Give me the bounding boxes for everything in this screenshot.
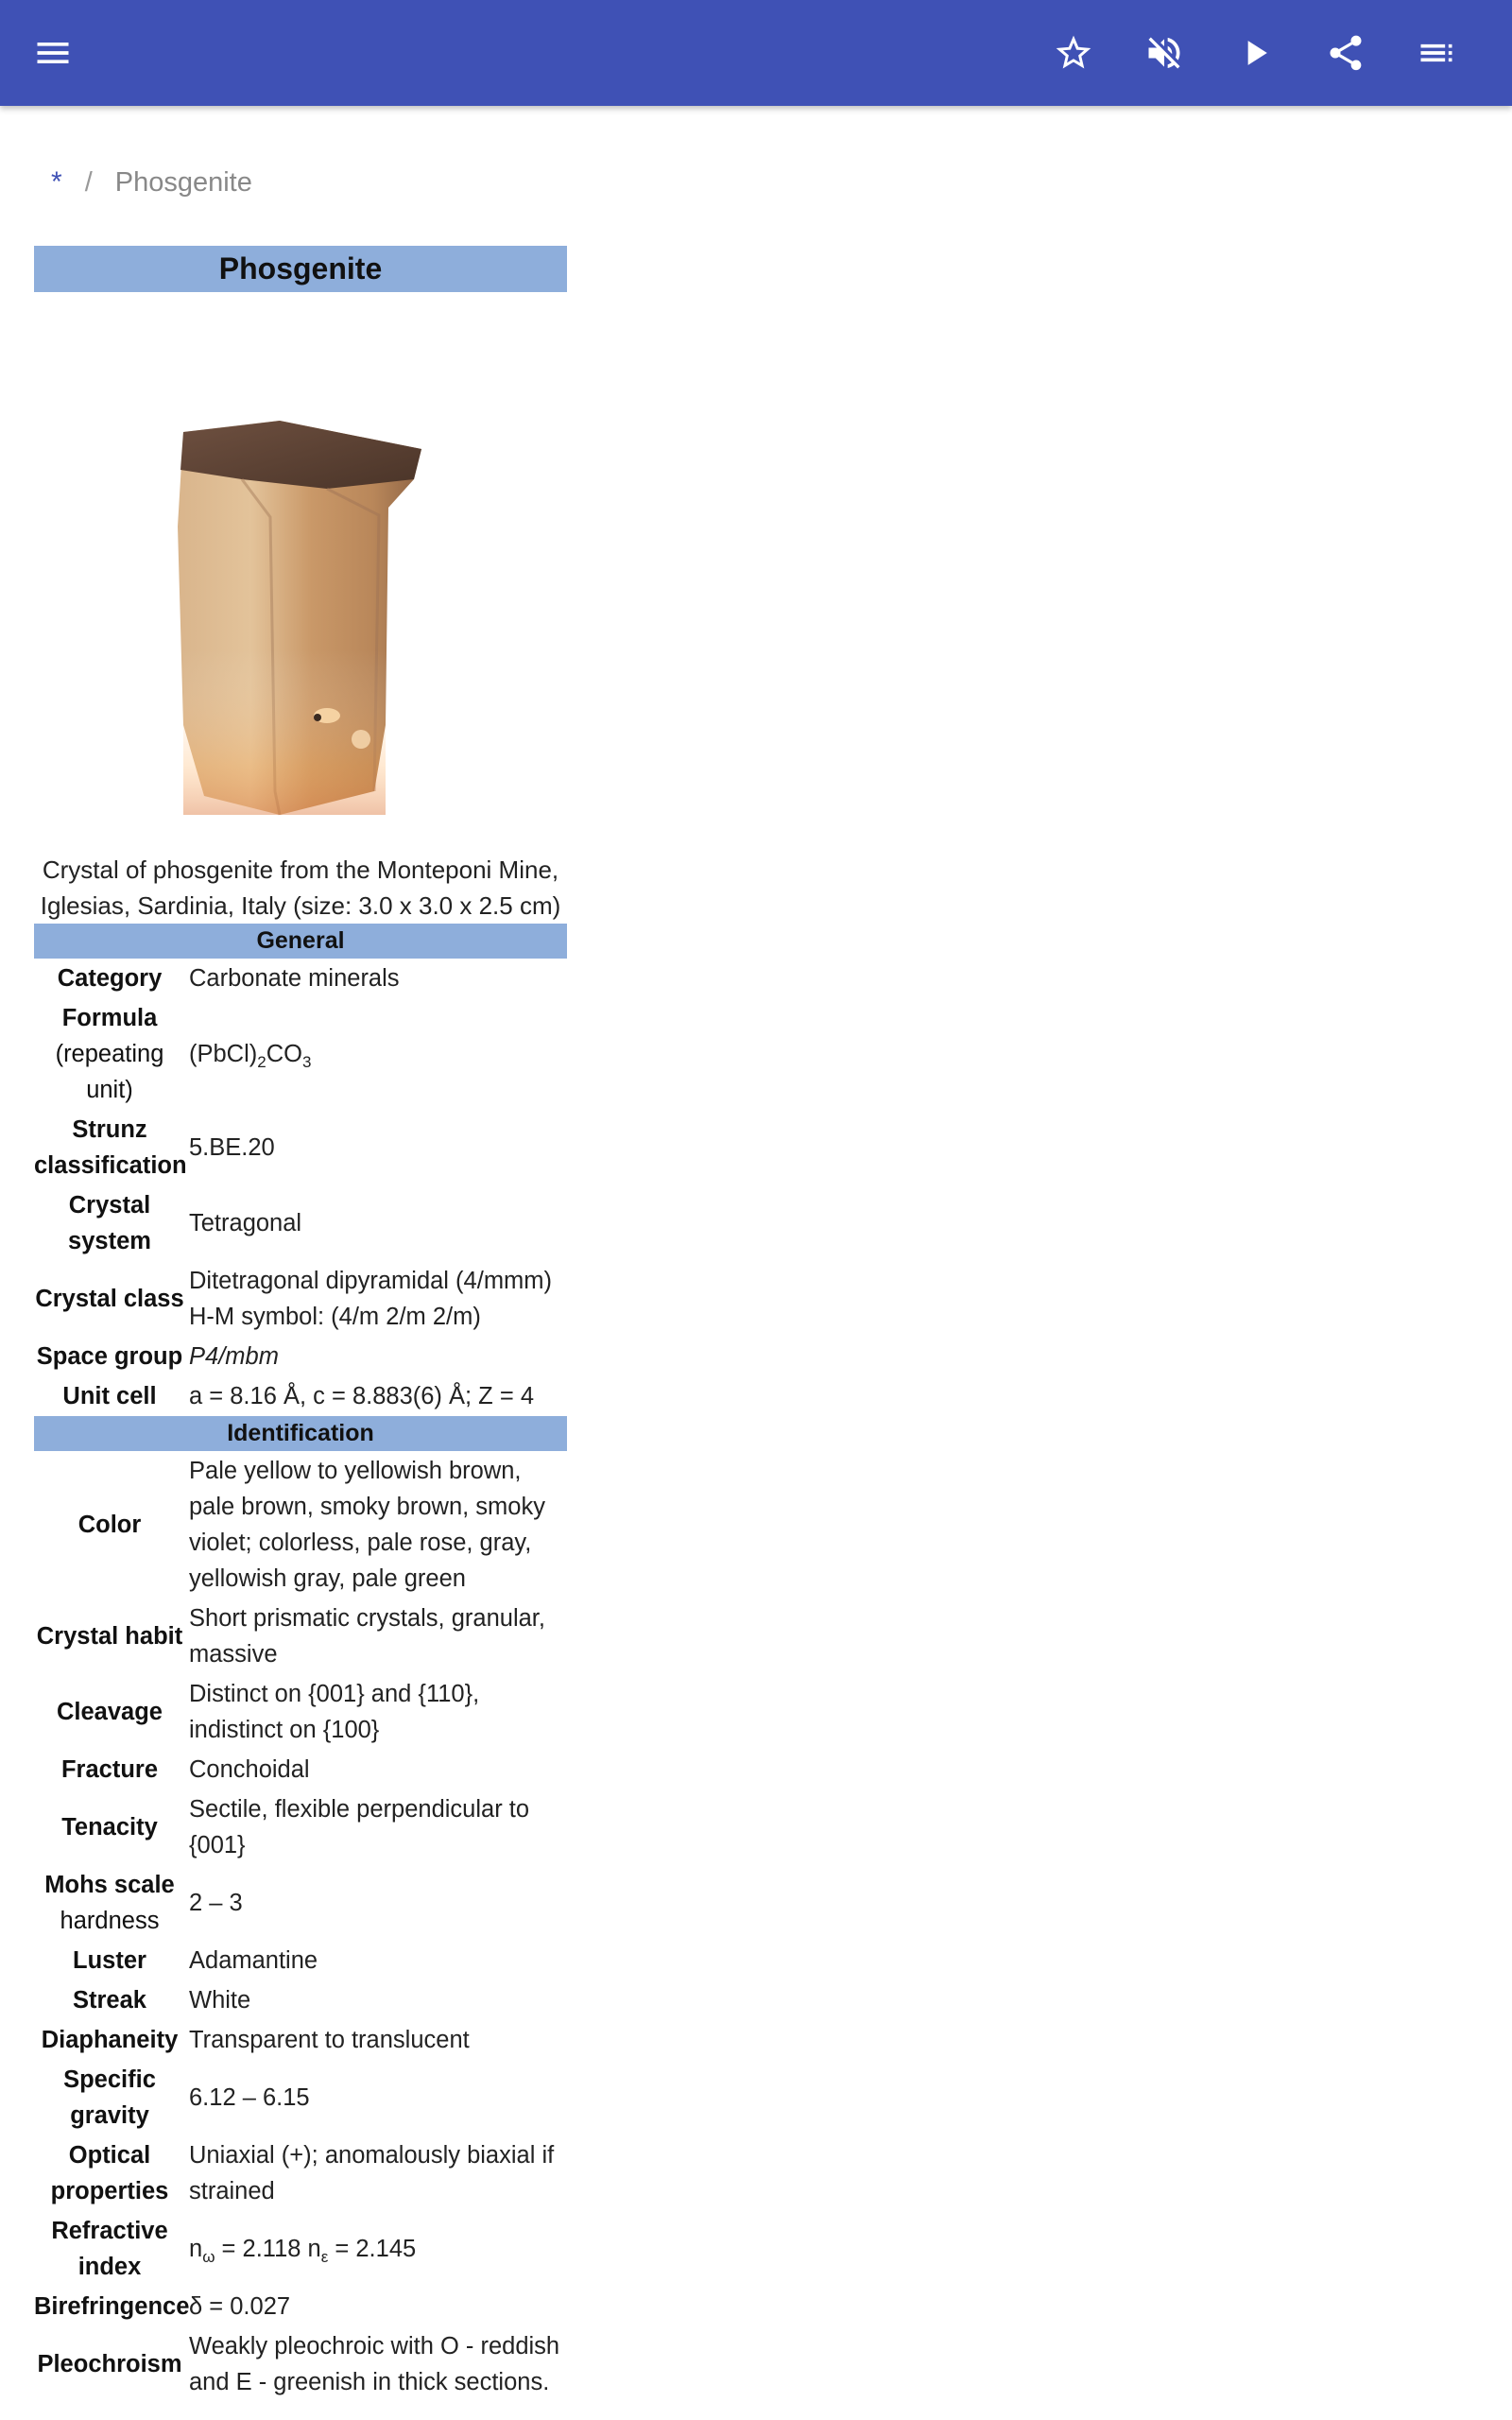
breadcrumb-current: Phosgenite — [114, 166, 252, 198]
crystal-class-value — [185, 1261, 567, 1337]
table-row — [34, 2326, 567, 2402]
row-label[interactable]: Fracture — [60, 1756, 159, 1783]
play-button[interactable] — [1225, 23, 1285, 83]
row-label[interactable]: Pleochroism — [37, 2351, 182, 2377]
breadcrumb-home-link[interactable]: * — [51, 166, 62, 198]
pleochroism-value: Weakly pleochroic with O - reddish and E - greenish in thick sections. — [189, 2333, 560, 2395]
crystal-system-value[interactable]: Tetragonal — [189, 1210, 302, 1236]
caption-line: Iglesias, Sardinia, Italy (size: 3.0 x 3.0 x 2.5 cm) — [40, 891, 561, 920]
row-label[interactable]: Luster — [73, 1947, 146, 1974]
mute-button[interactable] — [1134, 23, 1194, 83]
table-row — [34, 1337, 567, 1376]
row-label[interactable]: Space group — [36, 1343, 183, 1370]
table-row — [34, 2135, 567, 2211]
formula-part: CO — [266, 1041, 302, 1067]
streak-value: White — [189, 1987, 251, 2014]
menu-button[interactable] — [23, 23, 83, 83]
share-icon — [1325, 32, 1366, 74]
share-button[interactable] — [1315, 23, 1376, 83]
table-row — [34, 1261, 567, 1337]
class-line: Ditetragonal dipyramidal (4/mmm) — [189, 1268, 553, 1294]
table-row — [34, 1185, 567, 1261]
strunz-value: 5.BE.20 — [189, 1134, 275, 1161]
table-row — [34, 1980, 567, 2020]
caption-line: Crystal of phosgenite from the Monteponi Mine, — [42, 856, 559, 884]
habit-value: Short prismatic crystals, granular, massive — [189, 1605, 545, 1668]
row-label[interactable]: Crystal system — [68, 1192, 151, 1254]
table-row — [34, 998, 567, 1110]
row-label: Optical properties — [50, 2142, 169, 2204]
table-row — [34, 1750, 567, 1789]
infobox — [34, 246, 567, 2402]
category-link[interactable]: Carbonate minerals — [189, 965, 400, 992]
optical-value: Uniaxial (+); anomalously biaxial if strained — [189, 2142, 555, 2204]
ri-part: n — [189, 2236, 203, 2262]
star-icon — [1053, 32, 1094, 74]
table-row — [34, 1941, 567, 1980]
row-label: Category — [57, 965, 163, 992]
section-header-identification: Identification — [34, 1416, 567, 1451]
bookmark-button[interactable] — [1043, 23, 1104, 83]
phosgenite-crystal-image — [138, 413, 525, 829]
table-row — [34, 2020, 567, 2060]
formula-sublabel: (repeating unit) — [55, 1041, 164, 1103]
table-row — [34, 1789, 567, 1865]
table-row — [34, 1376, 567, 1416]
unit-cell-value: a = 8.16 Å, c = 8.883(6) Å; Z = 4 — [189, 1383, 535, 1409]
play-icon — [1234, 32, 1276, 74]
luster-value[interactable]: Adamantine — [189, 1947, 318, 1974]
row-label — [34, 998, 185, 1110]
table-row — [34, 2060, 567, 2135]
ri-part: = 2.118 n — [215, 2236, 321, 2262]
row-label[interactable]: Birefringence — [34, 2293, 190, 2320]
mohs-value: 2 – 3 — [189, 1890, 243, 1916]
formula-subscript: 3 — [301, 1053, 312, 1071]
mohs-sublabel: hardness — [60, 1908, 160, 1934]
mineral-image[interactable] — [34, 292, 567, 852]
row-label[interactable]: Strunz classification — [34, 1116, 187, 1179]
row-label[interactable]: Tenacity — [61, 1814, 158, 1841]
app-bar — [0, 0, 1512, 106]
breadcrumb-separator: / — [84, 166, 93, 198]
formula-label: Formula — [61, 1005, 158, 1031]
table-row — [34, 959, 567, 998]
gravity-value: 6.12 – 6.15 — [189, 2084, 310, 2111]
tenacity-value: Sectile, flexible perpendicular to {001} — [189, 1796, 530, 1858]
row-label[interactable]: Diaphaneity — [41, 2027, 179, 2053]
volume-off-icon — [1143, 32, 1185, 74]
diaphaneity-value: Transparent to translucent — [189, 2027, 470, 2053]
table-row — [34, 1451, 567, 1599]
formula-subscript: 2 — [257, 1053, 266, 1071]
table-row — [34, 2287, 567, 2326]
table-row — [34, 2211, 567, 2287]
mohs-label: Mohs scale — [44, 1872, 175, 1898]
section-header-general: General — [34, 924, 567, 959]
toc-icon — [1416, 32, 1457, 74]
birefringence-value: δ = 0.027 — [189, 2293, 291, 2320]
table-of-contents-button[interactable] — [1406, 23, 1467, 83]
table-row — [34, 1865, 567, 1941]
infobox-title: Phosgenite — [34, 246, 567, 292]
row-label[interactable]: Unit cell — [62, 1383, 157, 1409]
menu-icon — [32, 32, 74, 74]
row-label[interactable]: Crystal habit — [36, 1623, 183, 1650]
identification-properties-table — [34, 1451, 567, 2402]
row-label[interactable]: Specific gravity — [63, 2066, 156, 2129]
refractive-index-value — [185, 2211, 567, 2287]
breadcrumb — [51, 166, 252, 199]
image-caption — [34, 852, 567, 924]
ri-subscript: ε — [320, 2248, 329, 2266]
row-label[interactable]: Cleavage — [57, 1699, 163, 1725]
table-row — [34, 1674, 567, 1750]
ri-subscript: ω — [202, 2248, 215, 2266]
ri-part: = 2.145 — [328, 2236, 417, 2262]
table-row — [34, 1110, 567, 1185]
formula-part: (PbCl) — [189, 1041, 258, 1067]
row-label: Color — [77, 1512, 142, 1538]
row-label[interactable] — [34, 1865, 185, 1941]
formula-value — [185, 998, 567, 1110]
row-label[interactable]: Crystal class — [35, 1286, 184, 1312]
general-properties-table — [34, 959, 567, 1416]
cleavage-value: Distinct on {001} and {110}, indistinct on {100} — [189, 1681, 480, 1743]
space-group-value: P4/mbm — [189, 1343, 279, 1370]
color-value: Pale yellow to yellowish brown, pale brown, smoky brown, smoky violet; colorless, pale rose, gray, yellowish gray, pale green — [189, 1458, 545, 1592]
row-label[interactable]: Streak — [73, 1987, 146, 2014]
table-row — [34, 1599, 567, 1674]
class-line: H-M symbol: (4/m 2/m 2/m) — [189, 1304, 481, 1330]
fracture-value[interactable]: Conchoidal — [189, 1756, 310, 1783]
row-label[interactable]: Refractive index — [51, 2218, 168, 2280]
